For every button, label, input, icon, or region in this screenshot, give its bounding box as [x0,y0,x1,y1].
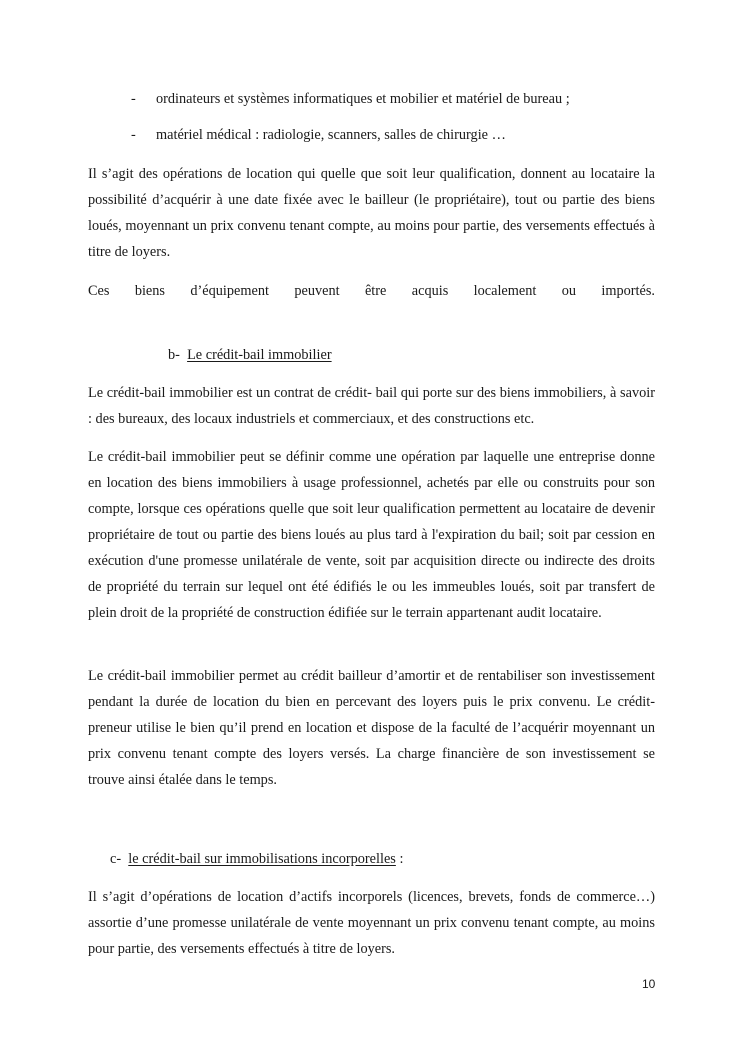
section-heading-b [168,345,332,365]
heading-title: le crédit-bail sur immobilisations incorporelles [128,851,396,867]
heading-marker: b- [168,347,180,363]
page-number: 10 [642,977,656,991]
paragraph-definition-immobilier: Le crédit-bail immobilier est un contrat de crédit- bail qui porte sur des biens immobiliers, à savoir : des bureaux, des locaux industriels et commerciaux, et des constructions etc. [88,385,655,427]
paragraph-actifs-incorporels: Il s’agit d’opérations de location d’actifs incorporels (licences, brevets, fonds de commerce…) assortie d’une promesse unilatérale de vente moyennant un prix convenu tenant compte, au moins pour partie, des versements effectués à titre de loyers. [88,889,655,957]
bullet-dash: - [131,127,136,143]
paragraph-biens-equipement: Ces biens d’équipement peuvent être acquis localement ou importés. [88,283,655,299]
section-heading-c [110,849,403,869]
bullet-text: matériel médical : radiologie, scanners, salles de chirurgie … [156,127,506,143]
heading-suffix: : [395,851,404,867]
bullet-text: ordinateurs et systèmes informatiques et mobilier et matériel de bureau ; [156,91,570,107]
heading-title: Le crédit-bail immobilier [187,347,332,363]
paragraph-location-acquisition: Il s’agit des opérations de location qui quelle que soit leur qualification, donnent au locataire la possibilité d’acquérir à une date fixée avec le bailleur (le propriétaire), tout ou partie des biens loués, moyennant un prix convenu tenant compte, au moins pour partie, des versements effectués à titre de loyers. [88,166,655,260]
heading-marker: c- [110,851,122,867]
paragraph-operation-immobilier: Le crédit-bail immobilier peut se définir comme une opération par laquelle une entreprise donne en location des biens immobiliers à usage professionnel, achetés par elle ou construits pour son compte, lorsque ces opérations quelle que soit leur qualification permettent au locataire de devenir propriétaire de tout ou partie des biens loués au plus tard à l'expiration du bail; soit par cession en exécution d'une promesse unilatérale de vente, soit par acquisition directe ou indirecte des droits de propriété du terrain sur lequel ont été édifiés le ou les immeubles loués, soit par transfert de plein droit de la propriété de construction édifiée sur le terrain appartenant audit locataire. [88,449,655,621]
paragraph-amortissement: Le crédit-bail immobilier permet au crédit bailleur d’amortir et de rentabiliser son investissement pendant la durée de location du bien en percevant des loyers puis le prix convenu. Le crédit-preneur utilise le bien qu’il prend en location et dispose de la faculté de l’acquérir moyennant un prix convenu tenant compte des loyers versés. La charge financière de son investissement se trouve ainsi étalée dans le temps. [88,668,655,788]
bullet-dash: - [131,91,136,107]
